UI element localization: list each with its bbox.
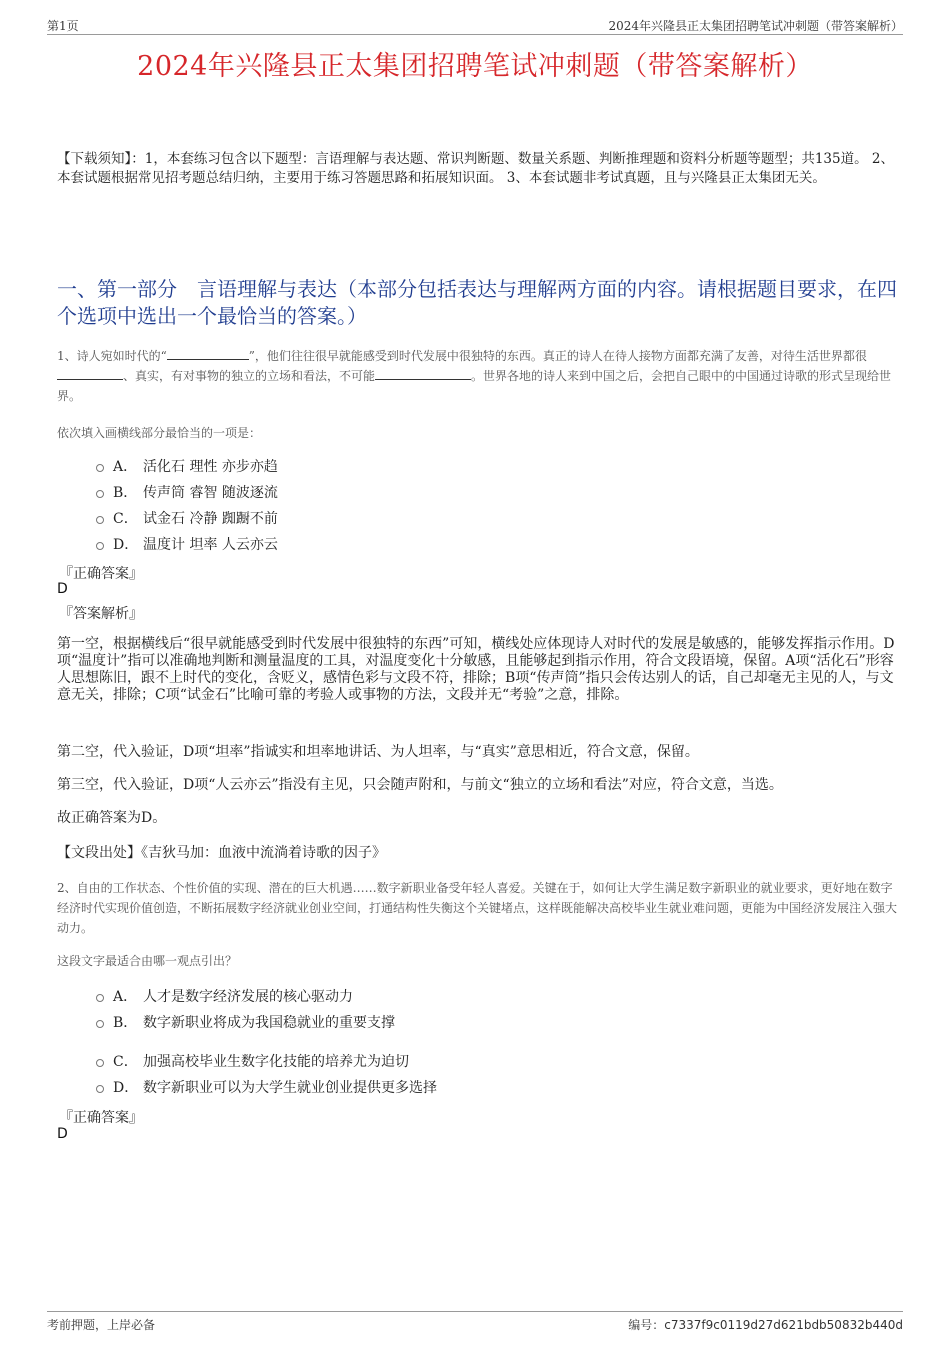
q1-option-b[interactable]: B． 传声筒 睿智 随波逐流: [96, 482, 278, 502]
page-header: [47, 14, 903, 35]
page-footer: [47, 1311, 903, 1332]
radio-icon[interactable]: [96, 1020, 104, 1028]
radio-icon[interactable]: [96, 1085, 104, 1093]
correct-answer-label: 『正确答案』: [59, 1110, 143, 1126]
analysis-paragraph-1: 第一空，根据横线后“很早就能感受到时代发展中很独特的东西”可知，横线处应体现诗人对时代的发展是敏感的，能够发挥指示作用。D项“温度计”指可以准确地判断和测量温度的工具，对温度变化十分敏感，且能够起到指示作用，符合文段语境，保留。A项“活化石”形容人思想陈旧，跟不上时代的变化，含贬义，感情色彩与文段不符，排除；B项“传声筒”指只会传达别人的话，自己却毫无主见的人，与文意无关，排除；C项“试金石”比喻可靠的考验人或事物的方法，文段并无“考验”之意，排除。: [57, 636, 895, 703]
radio-icon[interactable]: [96, 464, 104, 472]
correct-answer: D: [57, 1126, 68, 1142]
document-code: 编号：c7337f9c0119d27d621bdb50832b440d: [628, 1318, 903, 1332]
page-number: 第1页: [47, 19, 79, 33]
correct-answer-label: 『正确答案』: [59, 566, 143, 582]
document-title: 2024年兴隆县正太集团招聘笔试冲刺题（带答案解析）: [137, 51, 813, 82]
q2-option-c[interactable]: C． 加强高校毕业生数字化技能的培养尤为迫切: [96, 1051, 409, 1071]
blank-1: [167, 347, 249, 360]
footer-slogan: 考前押题，上岸必备: [47, 1318, 156, 1332]
correct-answer: D: [57, 581, 68, 597]
analysis-label: 『答案解析』: [59, 606, 143, 622]
question-1-text: 1、诗人宛如时代的“ ”，他们往往很早就能感受到时代发展中很独特的东西。真正的诗人在待人接物方面都充满了友善，对待生活世界都很、真实，有对事物的独立的立场和看法，不可能 。世界各地的诗人来到中国之后，会把自己眼中的中国通过诗歌的形式呈现给世界。: [57, 349, 892, 403]
section-title: 一、第一部分 言语理解与表达（本部分包括表达与理解两方面的内容。请根据题目要求，在四个选项中选出一个最恰当的答案。）: [57, 277, 897, 328]
analysis-paragraph-2: 第二空，代入验证，D项“坦率”指诚实和坦率地讲话、为人坦率，与“真实”意思相近，符合文意，保留。: [57, 744, 699, 760]
download-notice: 【下载须知】：1，本套练习包含以下题型：言语理解与表达题、常识判断题、数量关系题、判断推理题和资料分析题等题型；共135道。 2、本套试题根据常见招考题总结归纳，主要用于练习答题思路和拓展知识面。 3、本套试题非考试真题，且与兴隆县正太集团无关。: [57, 151, 894, 186]
q1-option-a[interactable]: A． 活化石 理性 亦步亦趋: [96, 456, 278, 476]
radio-icon[interactable]: [96, 994, 104, 1002]
q2-option-d[interactable]: D． 数字新职业可以为大学生就业创业提供更多选择: [96, 1077, 437, 1097]
blank-3: [375, 367, 471, 380]
question-2-prompt: 这段文字最适合由哪一观点引出？: [57, 954, 238, 968]
radio-icon[interactable]: [96, 516, 104, 524]
radio-icon[interactable]: [96, 490, 104, 498]
radio-icon[interactable]: [96, 542, 104, 550]
q2-option-a[interactable]: A． 人才是数字经济发展的核心驱动力: [96, 986, 353, 1006]
analysis-conclusion: 故正确答案为D。: [57, 810, 167, 826]
question-1-prompt: 依次填入画横线部分最恰当的一项是：: [57, 426, 262, 440]
q2-option-b[interactable]: B． 数字新职业将成为我国稳就业的重要支撑: [96, 1012, 395, 1032]
source-citation: 【文段出处】《吉狄马加：血液中流淌着诗歌的因子》: [57, 845, 386, 861]
blank-2: [57, 367, 123, 380]
analysis-paragraph-3: 第三空，代入验证，D项“人云亦云”指没有主见，只会随声附和，与前文“独立的立场和看法”对应，符合文意，当选。: [57, 777, 783, 793]
q1-option-d[interactable]: D． 温度计 坦率 人云亦云: [96, 534, 278, 554]
q1-option-c[interactable]: C． 试金石 冷静 踟蹰不前: [96, 508, 278, 528]
question-2-text: 2、自由的工作状态、个性价值的实现、潜在的巨大机遇……数字新职业备受年轻人喜爱。关键在于，如何让大学生满足数字新职业的就业要求，更好地在数字经济时代实现价值创造，不断拓展数字经济就业创业空间，打通结构性失衡这个关键堵点，这样既能解决高校毕业生就业难问题，更能为中国经济发展注入强大动力。: [57, 881, 898, 935]
header-doc-title: 2024年兴隆县正太集团招聘笔试冲刺题（带答案解析）: [608, 19, 903, 33]
radio-icon[interactable]: [96, 1059, 104, 1067]
